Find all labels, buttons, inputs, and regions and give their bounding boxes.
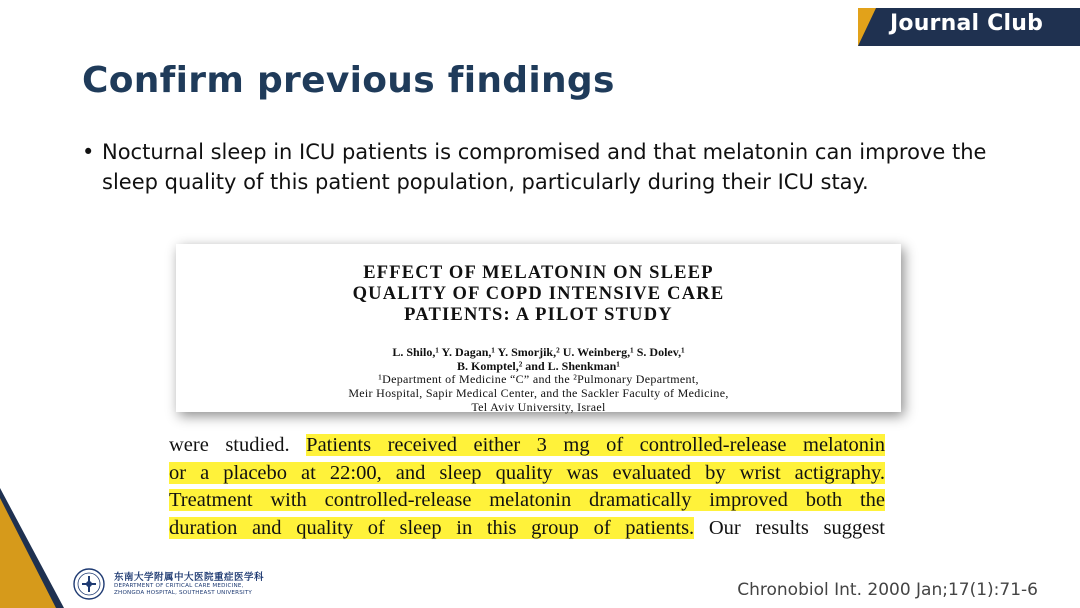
paper-title-line: QUALITY OF COPD INTENSIVE CARE [352, 284, 725, 304]
excerpt-highlight: or a placebo at 22:00, and sleep quality was evaluated by wrist actigraphy. [169, 461, 885, 484]
department-name-en-line: ZHONGDA HOSPITAL, SOUTHEAST UNIVERSITY [114, 590, 253, 596]
paper-affiliations [176, 372, 901, 414]
excerpt-lead: were studied. [169, 434, 290, 456]
abstract-excerpt [169, 432, 885, 542]
excerpt-highlight: Patients received either 3 mg of controlled-release melatonin [306, 434, 885, 456]
paper-title-card [176, 244, 901, 412]
paper-title [176, 263, 901, 326]
hospital-seal-icon [73, 568, 105, 600]
excerpt-line [169, 487, 885, 515]
paper-title-line: PATIENTS: A PILOT STUDY [404, 305, 673, 325]
department-name-cn: 东南大学附属中大医院重症医学科 [114, 572, 265, 583]
paper-affiliation-line: Tel Aviv University, Israel [471, 400, 606, 414]
bullet-marker: • [82, 140, 95, 164]
bullet-list [82, 137, 1022, 197]
department-name-en-line: DEPARTMENT OF CRITICAL CARE MEDICINE, [114, 583, 244, 589]
paper-title-line: EFFECT OF MELATONIN ON SLEEP [363, 263, 714, 283]
paper-author-line: L. Shilo,¹ Y. Dagan,¹ Y. Smorjik,² U. Weinberg,¹ S. Dolev,¹ [392, 345, 685, 359]
excerpt-line [169, 460, 885, 488]
citation: Chronobiol Int. 2000 Jan;17(1):71-6 [737, 580, 1038, 600]
excerpt-line [169, 432, 885, 460]
slide-title: Confirm previous findings [82, 60, 615, 101]
paper-author-line: B. Komptel,² and L. Shenkman¹ [457, 359, 620, 373]
badge-accent [858, 8, 876, 46]
paper-affiliation-line: Meir Hospital, Sapir Medical Center, and the Sackler Faculty of Medicine, [348, 386, 729, 400]
paper-affiliation-line: ¹Department of Medicine “C” and the ²Pulmonary Department, [378, 372, 699, 386]
excerpt-highlight: Treatment with controlled-release melatonin dramatically improved both the [169, 489, 885, 511]
excerpt-highlight: duration and quality of sleep in this group of patients. [169, 516, 695, 539]
journal-club-label: Journal Club [890, 11, 1044, 36]
corner-decoration-gold [0, 498, 56, 608]
excerpt-line [169, 515, 885, 543]
paper-authors [176, 345, 901, 373]
department-name [114, 569, 264, 597]
excerpt-tail: Our results suggest [708, 516, 885, 539]
bullet-item: Nocturnal sleep in ICU patients is compromised and that melatonin can improve the sleep quality of this patient population, particularly during their ICU stay. [102, 140, 987, 194]
